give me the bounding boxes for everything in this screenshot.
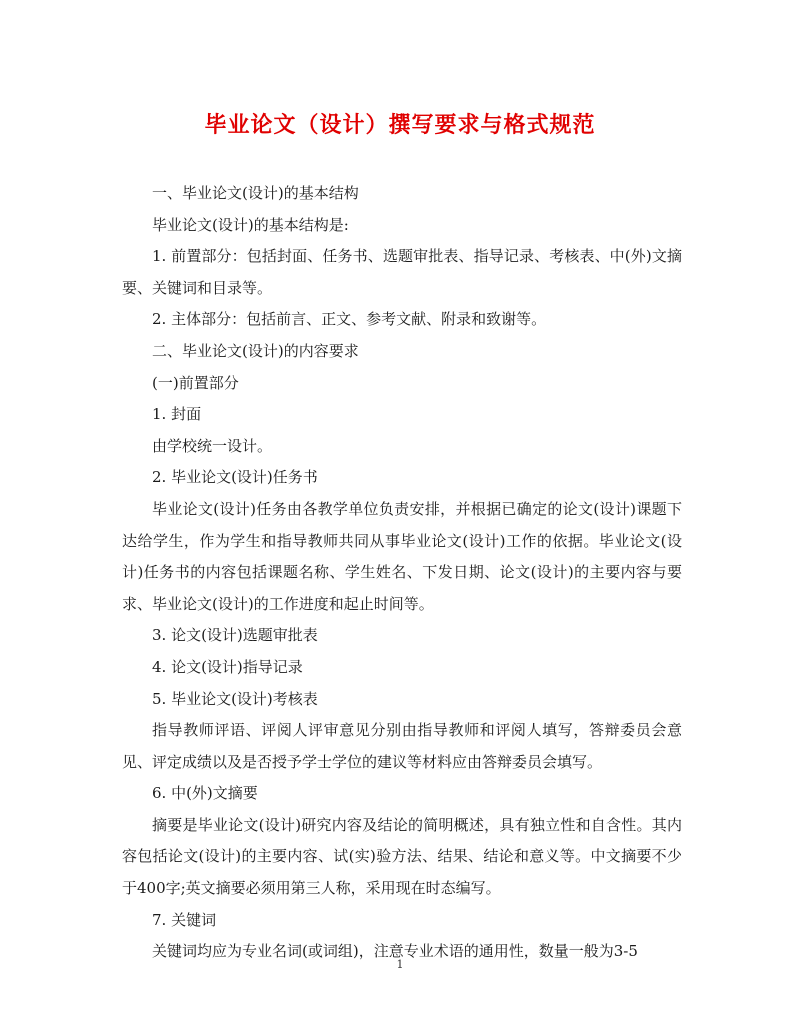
paragraph-keywords: 关键词均应为专业名词(或词组)，注意专业术语的通用性，数量一般为3-5	[152, 942, 638, 961]
section-heading-content-requirements: 二、毕业论文(设计)的内容要求	[152, 341, 359, 360]
page-number: 1	[396, 958, 404, 971]
item-heading-keywords: 7. 关键词	[152, 910, 217, 929]
document-body	[122, 178, 682, 968]
paragraph-assessment-form: 指导教师评语、评阅人评审意见分别由指导教师和评阅人填写，答辩委员会意见、评定成绩以及是否授予学士学位的建议等材料应由答辩委员会填写。	[122, 721, 682, 771]
paragraph-basic-structure-intro: 毕业论文(设计)的基本结构是:	[152, 215, 349, 234]
paragraph-cover: 由学校统一设计。	[152, 436, 273, 455]
item-heading-task-book: 2. 毕业论文(设计)任务书	[152, 468, 318, 487]
item-heading-guidance-record: 4. 论文(设计)指导记录	[152, 657, 303, 676]
subsection-heading-front-matter: (一)前置部分	[152, 373, 239, 392]
paragraph-abstract: 摘要是毕业论文(设计)研究内容及结论的简明概述，具有独立性和自含性。其内容包括论文(设计)的主要内容、试(实)验方法、结果、结论和意义等。中文摘要不少于400字;英文摘要必须用第三人称，采用现在时态编写。	[122, 815, 682, 898]
section-heading-basic-structure: 一、毕业论文(设计)的基本结构	[152, 184, 359, 202]
paragraph-front-matter: 1. 前置部分：包括封面、任务书、选题审批表、指导记录、考核表、中(外)文摘要、关键词和目录等。	[122, 247, 682, 297]
document-title: 毕业论文（设计）撰写要求与格式规范	[204, 112, 596, 138]
paragraph-main-body: 2. 主体部分：包括前言、正文、参考文献、附录和致谢等。	[152, 310, 547, 329]
item-heading-abstract: 6. 中(外)文摘要	[152, 784, 258, 803]
paragraph-task-book: 毕业论文(设计)任务由各教学单位负责安排，并根据已确定的论文(设计)课题下达给学生，作为学生和指导教师共同从事毕业论文(设计)工作的依据。毕业论文(设计)任务书的内容包括课题名称、学生姓名、下发日期、论文(设计)的主要内容与要求、毕业论文(设计)的工作进度和起止时间等。	[122, 499, 682, 613]
item-heading-cover: 1. 封面	[152, 405, 202, 424]
item-heading-topic-approval: 3. 论文(设计)选题审批表	[152, 626, 318, 645]
item-heading-assessment-form: 5. 毕业论文(设计)考核表	[152, 689, 318, 708]
